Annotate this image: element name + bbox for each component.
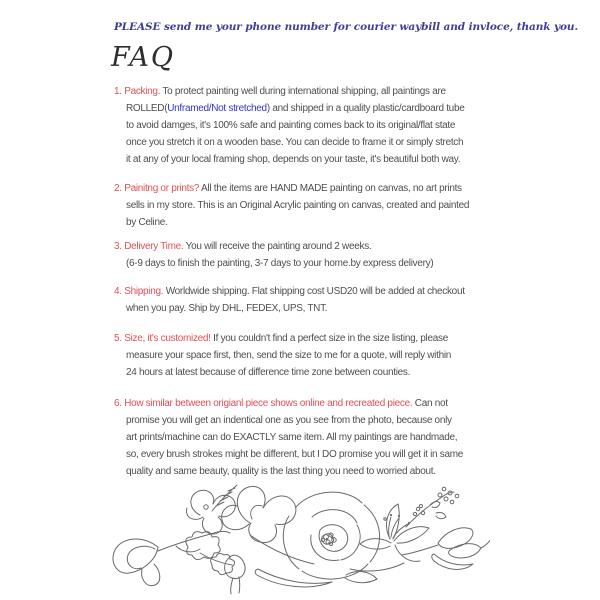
faq-body-text: to avoid damges, it's 100% safe and painting comes back to its original/flat state [126, 120, 456, 131]
faq-body-text: Worldwide shipping. Flat shipping cost USD20 will be added at checkout [163, 286, 465, 297]
faq-item-1 [114, 83, 534, 168]
faq-body-text: (6-9 days to finish the painting, 3-7 days to your home.by express delivery) [126, 258, 434, 269]
faq-item-2 [114, 180, 534, 231]
faq-item-heading: 4. Shipping. [114, 286, 164, 297]
faq-body-text: when you pay. Ship by DHL, FEDEX, UPS, TNT. [126, 303, 328, 314]
faq-body-text: ) and shipped in a quality plastic/cardboard tube [266, 103, 465, 114]
faq-list [114, 83, 534, 480]
faq-line [114, 330, 534, 347]
faq-item-heading: 5. Size, it's customized! [114, 333, 211, 344]
faq-item-5 [114, 330, 534, 381]
faq-line [114, 117, 534, 134]
faq-body-text: by Celine. [126, 217, 168, 228]
faq-line [114, 364, 534, 381]
faq-body-text: art prints/machine can do EXACTLY same item. All my paintings are handmade, [126, 432, 458, 443]
faq-body-text: promise you will get an indentical one as you see from the photo, because only [126, 415, 452, 426]
faq-line [114, 180, 534, 197]
faq-body-text: 24 hours at latest because of difference time zone between counties. [126, 367, 411, 378]
floral-line-art-illustration [100, 483, 490, 598]
faq-line [114, 412, 534, 429]
faq-line [114, 446, 534, 463]
faq-item-4 [114, 283, 534, 317]
faq-line [114, 283, 534, 300]
faq-line [114, 134, 534, 151]
faq-line [114, 197, 534, 214]
faq-line [114, 238, 534, 255]
faq-line [114, 83, 534, 100]
faq-line [114, 151, 534, 168]
faq-body-text: measure your space first, then, send the size to me for a quote, will reply within [126, 350, 452, 361]
faq-item-heading: 3. Delivery Time. [114, 241, 184, 252]
faq-body-text: once you stretch it on a wooden base. You can decide to frame it or simply stretch [126, 137, 464, 148]
faq-line [114, 214, 534, 231]
faq-body-text: Can not [412, 398, 448, 409]
faq-item-heading: 6. How similar between origianl piece shows online and recreated piece. [114, 398, 413, 409]
page-title: FAQ [111, 42, 176, 73]
faq-line [114, 255, 534, 272]
faq-body-text: it at any of your local framing shop, depends on your taste, it's beautiful both way. [126, 154, 461, 165]
faq-body-text: To protect painting well during international shipping, all paintings are [160, 86, 446, 97]
faq-body-text: You will receive the painting around 2 weeks. [183, 241, 372, 252]
faq-body-text: so, every brush strokes might be different, but I DO promise you will get it in same [126, 449, 463, 460]
faq-item-heading: 2. Painitng or prints? [114, 183, 200, 194]
faq-line [114, 395, 534, 412]
faq-item-6 [114, 395, 534, 480]
notice-text: PLEASE send me your phone number for courier waybill and invloce, thank you. [114, 21, 579, 33]
faq-body-text: ROLLED( [126, 103, 168, 114]
faq-body-text: If you couldn't find a perfect size in the size listing, please [210, 333, 448, 344]
faq-line [114, 300, 534, 317]
faq-body-text: All the items are HAND MADE painting on canvas, no art prints [199, 183, 462, 194]
faq-item-3 [114, 238, 534, 272]
faq-line [114, 429, 534, 446]
faq-line [114, 100, 534, 117]
highlight-link-text: Unframed/Not stretched [167, 103, 267, 114]
faq-body-text: quality and same beauty, quality is the last thing you need to worried about. [126, 466, 436, 477]
faq-item-heading: 1. Packing. [114, 86, 161, 97]
faq-line [114, 347, 534, 364]
faq-body-text: sells in my store. This is an Original Acrylic painting on canvas, created and painted [126, 200, 470, 211]
faq-line [114, 463, 534, 480]
